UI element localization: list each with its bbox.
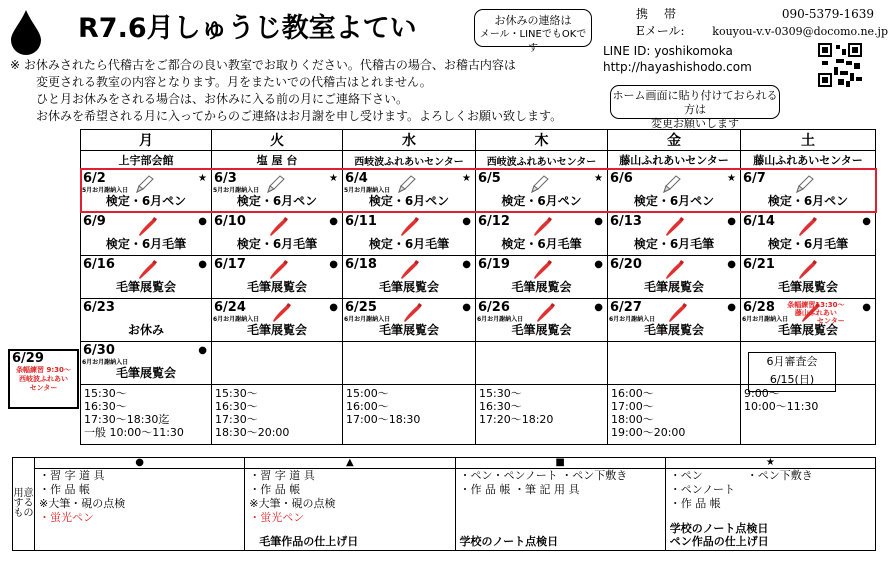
exam-notice-box: 6月審査会 6/15(日) <box>748 352 836 392</box>
day-cell: 6/21 毛筆展覧会 <box>741 256 876 299</box>
circle-icon: ● <box>594 216 603 227</box>
circle-icon: ● <box>329 216 338 227</box>
brush-icon <box>401 303 423 323</box>
week-row-2 <box>81 213 876 256</box>
brush-icon <box>666 303 688 323</box>
circle-icon: ● <box>462 259 471 270</box>
brush-icon <box>663 217 685 237</box>
star-icon: ★ <box>329 173 338 184</box>
ink-drop-icon <box>8 8 44 56</box>
circle-icon: ● <box>727 302 736 313</box>
supplies-col: ・習 字 道 具 ・作 品 帳 ※大筆・硯の点検 ・蛍光ペン 毛筆作品の仕上げ日 <box>245 469 455 551</box>
week-row-4 <box>81 299 876 342</box>
circle-icon: ● <box>329 259 338 270</box>
day-header: 火 <box>212 130 343 151</box>
venue-row <box>81 151 876 170</box>
brush-icon <box>267 217 289 237</box>
qr-code-icon <box>818 43 862 87</box>
time-cell: 16:00～ 17:00～ 18:00～ 19:00～20:00 <box>608 385 741 445</box>
symbol-header: ● <box>35 458 245 469</box>
day-cell: 6/17 ● 毛筆展覧会 <box>212 256 343 299</box>
day-cell: 6/12 ● 検定・6月毛筆 <box>476 213 608 256</box>
day-header: 木 <box>476 130 608 151</box>
circle-icon: ● <box>862 302 871 313</box>
brush-icon <box>136 217 158 237</box>
symbol-header: ▲ <box>245 458 455 469</box>
day-cell: 6/19 ● 毛筆展覧会 <box>476 256 608 299</box>
brush-icon <box>270 303 292 323</box>
brush-icon <box>796 217 818 237</box>
day-cell: 6/5 ★ 検定・6月ペン <box>476 170 608 213</box>
brush-icon <box>136 260 158 280</box>
brush-icon <box>663 260 685 280</box>
supplies-col: ・ペン・ペンノート ・ペン下敷き ・作 品 帳 ・筆 記 用 具 学校のノート点検日 <box>455 469 665 551</box>
circle-icon: ● <box>198 216 207 227</box>
day-cell: 6/4 5月お月謝納入日 ★ 検定・6月ペン <box>343 170 476 213</box>
brush-icon <box>398 217 420 237</box>
supplies-col: ・習 字 道 具 ・作 品 帳 ※大筆・硯の点検 ・蛍光ペン <box>35 469 245 551</box>
day-cell: 6/18 ● 毛筆展覧会 <box>343 256 476 299</box>
circle-icon: ● <box>594 302 603 313</box>
contact-info: 携 帯 090-5379-1639 Eメール: kouyou-v.v-0309@docomo.ne.jp <box>636 7 888 38</box>
day-cell: 6/2 5月お月謝納入日 ★ 検定・6月ペン <box>81 170 212 213</box>
brush-icon <box>796 260 818 280</box>
brush-icon <box>531 260 553 280</box>
supplies-header-row <box>13 458 876 469</box>
star-icon: ★ <box>594 173 603 184</box>
supplies-side-label: 用意するもの <box>13 458 35 551</box>
venue-cell: 藤山ふれあいセンター <box>741 151 876 170</box>
circle-icon: ● <box>594 259 603 270</box>
side-cell-6-29: 6/29 条幅練習 9:30～ 西岐波ふれあい センター <box>8 349 79 409</box>
time-cell: 15:30～ 16:30～ 17:30～18:30迄 一般 10:00～11:30 <box>81 385 212 445</box>
circle-icon: ● <box>727 259 736 270</box>
brush-icon <box>267 260 289 280</box>
phone-number: 090-5379-1639 <box>781 7 874 21</box>
day-cell: 6/9 ● 検定・6月毛筆 <box>81 213 212 256</box>
day-header: 土 <box>741 130 876 151</box>
star-icon: ★ <box>727 173 736 184</box>
circle-icon: ● <box>862 216 871 227</box>
extra-note: 条幅練習13:30～ 藤山ふれあい センター <box>787 301 845 325</box>
day-cell: 6/24 6月お月謝納入日 ● 毛筆展覧会 <box>212 299 343 342</box>
website-link[interactable]: http://hayashishodo.com <box>603 60 752 74</box>
supplies-row <box>13 469 876 551</box>
day-header-row <box>81 130 876 151</box>
day-cell-empty <box>212 342 343 385</box>
contact-note-callout: お休みの連絡は メール・LINEでもOKです <box>474 9 592 47</box>
day-cell-empty <box>476 342 608 385</box>
time-cell: 15:30～ 16:30～ 17:30～ 18:30～20:00 <box>212 385 343 445</box>
line-url-block: LINE ID: yoshikomoka http://hayashishodo.com <box>603 44 752 74</box>
time-cell: 15:00～ 16:00～ 17:00～18:30 <box>343 385 476 445</box>
venue-cell: 西岐波ふれあいセンター <box>476 151 608 170</box>
day-cell: 6/23 お休み <box>81 299 212 342</box>
day-cell: 6/11 ● 検定・6月毛筆 <box>343 213 476 256</box>
day-cell-empty <box>343 342 476 385</box>
symbol-header: ■ <box>455 458 665 469</box>
circle-icon: ● <box>462 216 471 227</box>
day-cell: 6/25 6月お月謝納入日 ● 毛筆展覧会 <box>343 299 476 342</box>
day-cell: 6/3 5月お月謝納入日 ★ 検定・6月ペン <box>212 170 343 213</box>
star-icon: ★ <box>462 173 471 184</box>
notice-text: ※ お休みされたら代稽古をご都合の良い教室でお取りください。代稽古の場合、お稽古内容は 変更される教室の内容となります。月をまたいでの代稽古はとれません。 ひと月お休みをされる場合は、お休みに入る前の月にご連絡下さい。 お休みを希望される月に入ってからのご連絡はお月謝を申し受けます。よろしくお願い致します。 <box>10 58 563 123</box>
highlight-frame <box>80 168 877 213</box>
day-cell: 6/10 ● 検定・6月毛筆 <box>212 213 343 256</box>
day-header: 月 <box>81 130 212 151</box>
day-header: 金 <box>608 130 741 151</box>
supplies-table <box>12 457 876 551</box>
day-cell: 6/7 検定・6月ペン <box>741 170 876 213</box>
day-cell: 6/28 6月お月謝納入日 ● 条幅練習13:30～ 藤山ふれあい センター 毛筆展覧会 <box>741 299 876 342</box>
time-row <box>81 385 876 445</box>
day-cell: 6/26 6月お月謝納入日 ● 毛筆展覧会 <box>476 299 608 342</box>
time-cell: 15:30～ 16:30～ 17:20～18:20 <box>476 385 608 445</box>
supplies-col: ・ペン ・ペン下敷き ・ペンノート ・作 品 帳 学校のノート点検日 ペン作品の仕上げ日 <box>665 469 875 551</box>
time-cell: 9:00～ 10:00～11:30 <box>741 385 876 445</box>
circle-icon: ● <box>198 345 207 356</box>
brush-icon <box>534 303 556 323</box>
day-cell: 6/16 ● 毛筆展覧会 <box>81 256 212 299</box>
venue-cell: 塩 屋 台 <box>212 151 343 170</box>
day-header: 水 <box>343 130 476 151</box>
symbol-header: ★ <box>665 458 875 469</box>
day-cell-empty <box>608 342 741 385</box>
page-title: R7.6月しゅうじ教室よてい <box>78 13 417 44</box>
venue-cell: 藤山ふれあいセンター <box>608 151 741 170</box>
circle-icon: ● <box>198 259 207 270</box>
day-cell: 6/14 ● 検定・6月毛筆 <box>741 213 876 256</box>
brush-icon <box>531 217 553 237</box>
day-cell: 6/13 ● 検定・6月毛筆 <box>608 213 741 256</box>
venue-cell: 上宇部会館 <box>81 151 212 170</box>
day-cell: 6/6 ★ 検定・6月ペン <box>608 170 741 213</box>
circle-icon: ● <box>329 302 338 313</box>
circle-icon: ● <box>727 216 736 227</box>
circle-icon: ● <box>462 302 471 313</box>
day-cell: 6/20 ● 毛筆展覧会 <box>608 256 741 299</box>
email-address: kouyou-v.v-0309@docomo.ne.jp <box>712 25 888 38</box>
day-cell: 6/30 6月お月謝納入日 ● 毛筆展覧会 <box>81 342 212 385</box>
venue-cell: 西岐波ふれあいセンター <box>343 151 476 170</box>
star-icon: ★ <box>198 173 207 184</box>
brush-icon <box>398 260 420 280</box>
week-row-3 <box>81 256 876 299</box>
home-screen-note-callout: ホーム画面に貼り付けておられる方は 変更お願いします <box>610 85 780 119</box>
day-cell: 6/27 6月お月謝納入日 ● 毛筆展覧会 <box>608 299 741 342</box>
